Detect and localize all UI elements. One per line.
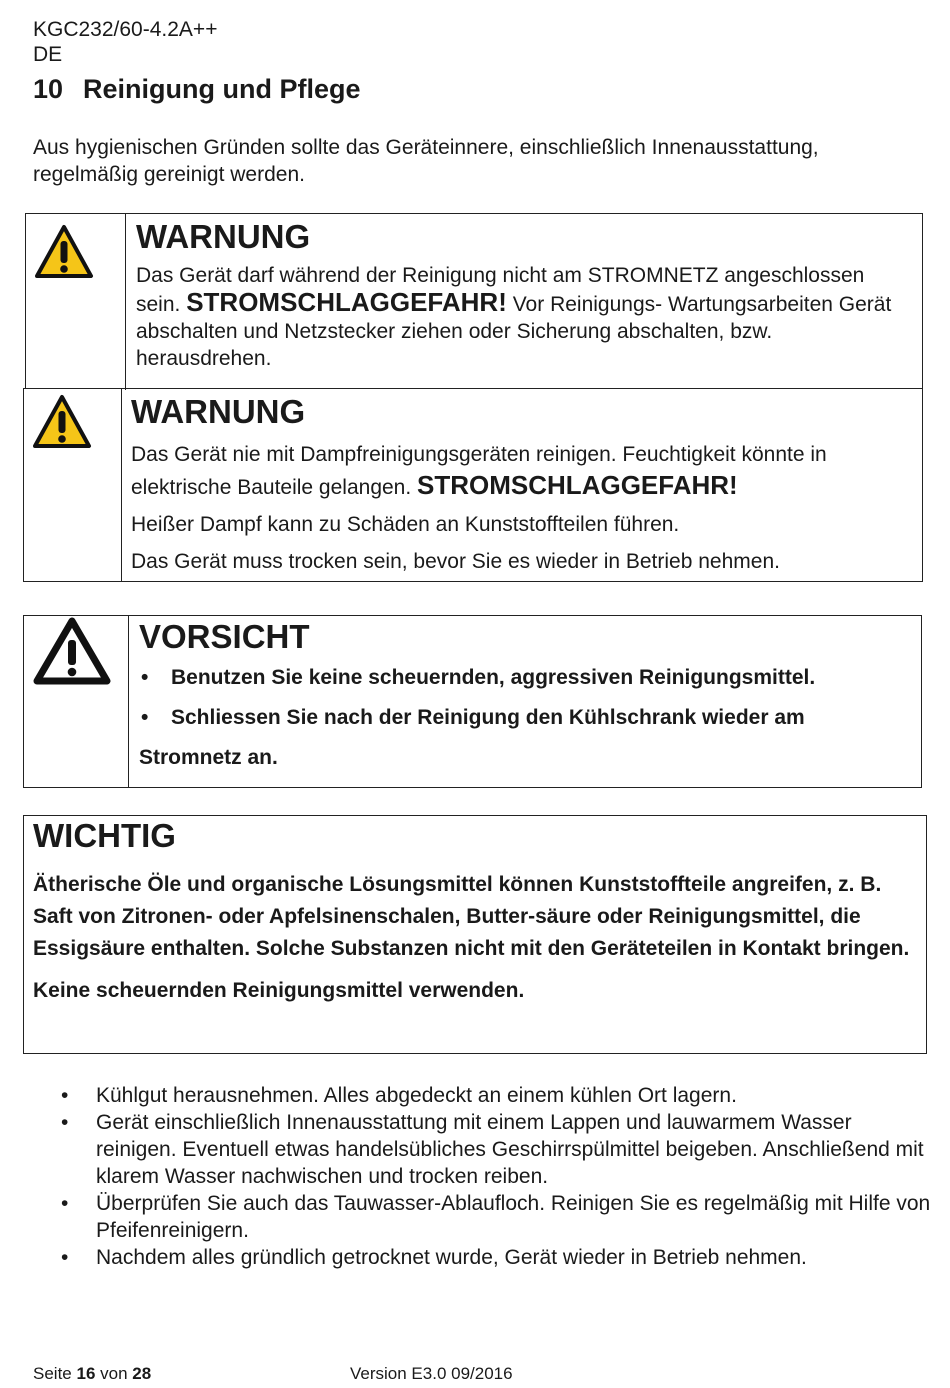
warning-body xyxy=(136,262,912,372)
caution-item-text: Schliessen Sie nach der Reinigung den Kühlschrank wieder am xyxy=(171,706,805,729)
model-number: KGC232/60-4.2A++ xyxy=(33,18,218,41)
document-version: Version E3.0 09/2016 xyxy=(350,1364,513,1383)
page-number xyxy=(33,1364,151,1384)
danger-emphasis: STROMSCHLAGGEFAHR! xyxy=(417,470,738,500)
important-text: Ätherische Öle und organische Lösungsmittel können Kunststoffteile angreifen, z. B. Saft von Zitronen- oder Apfelsinenschalen, Butter-säure oder Reinigungsmittel, die Essigsäure enthalten. Solche Substanzen nicht mit den Geräteteilen in Kontakt bringen. xyxy=(33,873,910,960)
page-total: 28 xyxy=(132,1364,152,1383)
caution-item-continuation: Stromnetz an. xyxy=(139,746,278,769)
warning-line: Das Gerät muss trocken sein, bevor Sie es wieder in Betrieb nehmen. xyxy=(131,550,780,573)
page-separator: von xyxy=(95,1364,133,1383)
caution-box xyxy=(23,615,922,788)
warning-box-power xyxy=(25,213,923,389)
bullet-icon: • xyxy=(61,1084,69,1107)
section-heading xyxy=(33,72,361,106)
caution-text-cell xyxy=(128,616,921,787)
warning-title: WARNUNG xyxy=(131,393,306,430)
step-text: Nachdem alles gründlich getrocknet wurde, Gerät wieder in Betrieb nehmen. xyxy=(96,1246,807,1269)
warning-triangle-icon xyxy=(32,394,92,454)
warning-text-cell xyxy=(121,389,922,581)
list-item xyxy=(61,1109,931,1190)
warning-body xyxy=(131,439,913,503)
step-text: Kühlgut herausnehmen. Alles abgedeckt an einem kühlen Ort lagern. xyxy=(96,1084,737,1107)
list-item xyxy=(139,658,911,698)
important-box xyxy=(23,815,927,1054)
warning-text-before: Das Gerät darf während der Reinigung nicht am STROMNETZ angeschlossen sein. xyxy=(136,264,865,316)
page-prefix: Seite xyxy=(33,1364,77,1383)
section-number: 10 xyxy=(33,74,64,104)
caution-triangle-icon xyxy=(32,616,112,688)
step-text: Gerät einschließlich Innenausstattung mit einem Lappen und lauwarmem Wasser reinigen. Eventuell etwas handelsübliches Geschirrspülmittel beigeben. Anschließend mit klarem Wasser nachwischen und trocken reiben. xyxy=(96,1111,924,1188)
caution-list xyxy=(139,658,911,778)
bullet-icon: • xyxy=(61,1111,69,1134)
list-item xyxy=(61,1244,931,1271)
step-text: Überprüfen Sie auch das Tauwasser-Ablaufloch. Reinigen Sie es regelmäßig mit Hilfe von Pfeifenreinigern. xyxy=(96,1192,931,1242)
bullet-icon: • xyxy=(141,706,149,729)
section-title: Reinigung und Pflege xyxy=(83,74,361,104)
warning-text-before: Das Gerät nie mit Dampfreinigungsgeräten reinigen. Feuchtigkeit könnte in elektrische Bauteile gelangen. xyxy=(131,443,827,499)
caution-item-text: Benutzen Sie keine scheuernden, aggressiven Reinigungsmittel. xyxy=(171,666,816,689)
danger-emphasis: STROMSCHLAGGEFAHR! xyxy=(186,287,507,317)
list-item xyxy=(139,698,911,738)
bullet-icon: • xyxy=(141,666,149,689)
warning-line: Heißer Dampf kann zu Schäden an Kunststoffteilen führen. xyxy=(131,513,680,536)
language-code: DE xyxy=(33,43,63,66)
caution-title: VORSICHT xyxy=(139,618,310,655)
warning-text-cell xyxy=(125,214,922,390)
intro-paragraph: Aus hygienischen Gründen sollte das Geräteinnere, einschließlich Innenausstattung, regelmäßig gereinigt werden. xyxy=(33,136,819,186)
page-current: 16 xyxy=(76,1364,96,1383)
list-item xyxy=(61,1190,931,1244)
important-text: Keine scheuernden Reinigungsmittel verwenden. xyxy=(33,979,525,1002)
cleaning-steps-list xyxy=(61,1082,931,1271)
warning-text-after: Vor Reinigungs- Wartungsarbeiten Gerät abschalten und Netzstecker ziehen oder Sicherung abschalten, bzw. herausdrehen. xyxy=(136,293,892,370)
bullet-icon: • xyxy=(61,1246,69,1269)
warning-box-steam xyxy=(23,388,923,582)
bullet-icon: • xyxy=(61,1192,69,1215)
warning-triangle-icon xyxy=(34,224,94,284)
important-title: WICHTIG xyxy=(33,817,176,854)
warning-title: WARNUNG xyxy=(136,218,311,255)
list-item xyxy=(61,1082,931,1109)
